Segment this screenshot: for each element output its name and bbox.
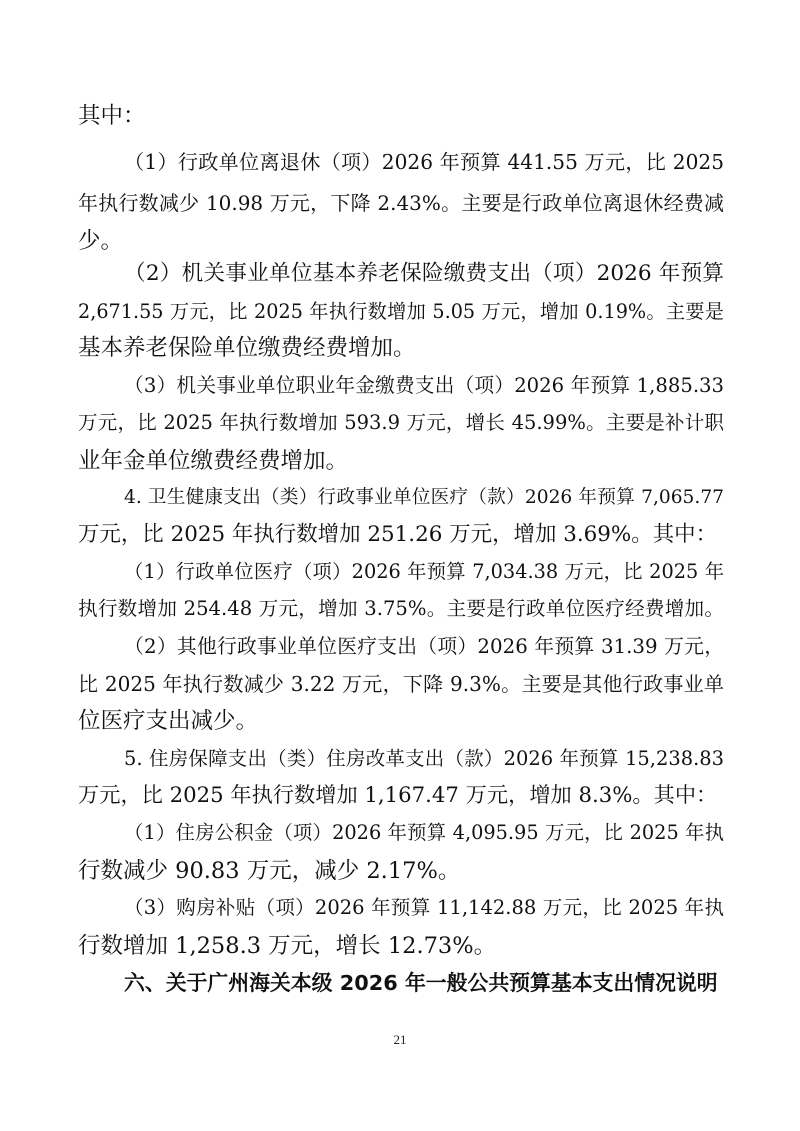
text-line: （2）机关事业单位基本养老保险缴费支出（项）2026 年预算	[124, 261, 724, 286]
text-line: 5. 住房保障支出（类）住房改革支出（款）2026 年预算 15,238.83	[124, 747, 724, 770]
text-line: （1）住房公积金（项）2026 年预算 4,095.95 万元，比 2025 年执	[124, 821, 724, 844]
text-line: 行数增加 1,258.3 万元，增长 12.73%。	[78, 933, 497, 959]
text-line: （3）购房补贴（项）2026 年预算 11,142.88 万元，比 2025 年执	[124, 896, 724, 919]
text-line: 行数减少 90.83 万元，减少 2.17%。	[78, 858, 461, 884]
text-line: （1）行政单位医疗（项）2026 年预算 7,034.38 万元，比 2025 年	[124, 560, 724, 583]
text-line: 万元，比 2025 年执行数增加 593.9 万元，增长 45.99%。主要是补计职	[78, 411, 724, 434]
text-line: 少。	[78, 228, 124, 254]
text-line: 年执行数减少 10.98 万元，下降 2.43%。主要是行政单位离退休经费减	[78, 191, 724, 215]
text-line: 位医疗支出减少。	[78, 708, 259, 734]
text-line: （3）机关事业单位职业年金缴费支出（项）2026 年预算 1,885.33	[124, 374, 724, 397]
text-line: 2,671.55 万元，比 2025 年执行数增加 5.05 万元，增加 0.19%。主要是	[78, 300, 724, 323]
text-line: 比 2025 年执行数减少 3.22 万元，下降 9.3%。主要是其他行政事业单	[78, 672, 724, 696]
page-number: 21	[393, 1032, 407, 1047]
text-line: （2）其他行政事业单位医疗支出（项）2026 年预算 31.39 万元，	[124, 635, 724, 658]
text-line: 4. 卫生健康支出（类）行政事业单位医疗（款）2026 年预算 7,065.77	[124, 487, 724, 508]
text-line: （1）行政单位离退休（项）2026 年预算 441.55 万元，比 2025	[124, 150, 724, 174]
text-line: 基本养老保险单位缴费经费增加。	[78, 335, 416, 361]
text-line: 业年金单位缴费经费增加。	[78, 448, 349, 474]
text-line: 万元，比 2025 年执行数增加 251.26 万元，增加 3.69%。其中：	[78, 522, 718, 547]
section-heading: 六、关于广州海关本级 2026 年一般公共预算基本支出情况说明	[124, 971, 718, 995]
text-line: 执行数增加 254.48 万元，增加 3.75%。主要是行政单位医疗经费增加。	[78, 597, 724, 620]
text-line: 万元，比 2025 年执行数增加 1,167.47 万元，增加 8.3%。其中：	[78, 783, 718, 808]
text-line: 其中：	[78, 103, 146, 129]
